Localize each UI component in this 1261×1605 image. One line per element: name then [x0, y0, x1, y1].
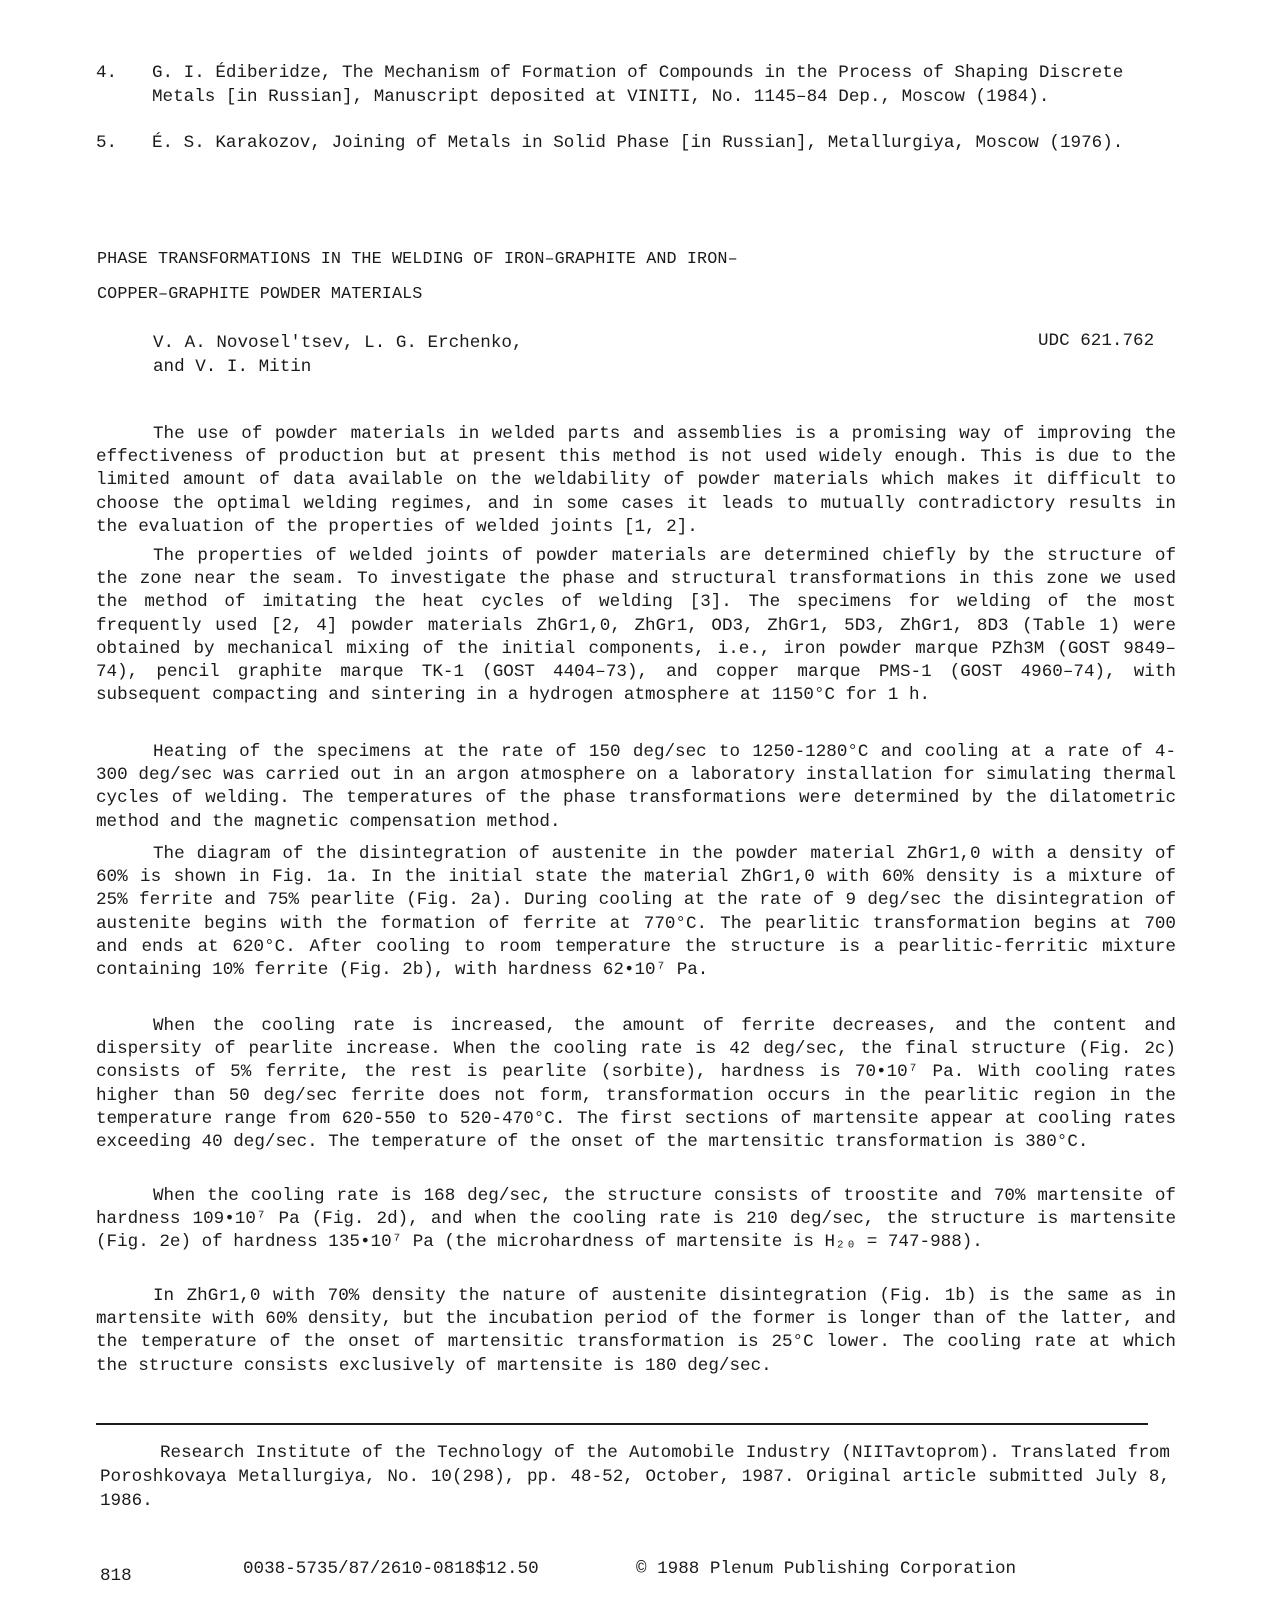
body-paragraph: Heating of the specimens at the rate of 150 deg/sec to 1250-1280°C and cooling at a rate of 4-300 deg/sec was carried out in an argon atmosphere on a laboratory installation for simulating thermal cycles of welding. The temperatures of the phase transformations were determined by the dilatometric method and the magnetic compensation method.: [96, 742, 1176, 832]
footnote-divider: [96, 1423, 1148, 1425]
authors-line-1: V. A. Novosel'tsev, L. G. Erchenko,: [153, 333, 523, 353]
body-paragraph: When the cooling rate is increased, the amount of ferrite decreases, and the content and dispersity of pearlite increase. When the cooling rate is 42 deg/sec, the final structure (Fig. 2c) consists of 5% ferrite, the rest is pearlite (sorbite), hardness is 70•10⁷ Pa. With cooling rates higher than 50 deg/sec ferrite does not form, transformation occurs in the pearlitic region in the temperature range from 620-550 to 520-470°C. The first sections of martensite appear at cooling rates exceeding 40 deg/sec. The temperature of the onset of the martensitic transformation is 380°C.: [96, 1016, 1176, 1153]
reference-number: 5.: [96, 133, 118, 153]
article-title-line-2: COPPER–GRAPHITE POWDER MATERIALS: [97, 285, 423, 304]
copyright-notice: © 1988 Plenum Publishing Corporation: [636, 1559, 1017, 1579]
footnote-text: Research Institute of the Technology of the Automobile Industry (NIITavtoprom). Translated from Poroshkovaya Metallurgiya, No. 10(298), pp. 48-52, October, 1987. Original article submitted July 8, 1986.: [100, 1443, 1170, 1511]
article-code: 0038-5735/87/2610-0818$12.50: [243, 1559, 539, 1579]
author-list: [153, 331, 523, 379]
reference-text: G. I. Édiberidze, The Mechanism of Formation of Compounds in the Process of Shaping Discrete Metals [in Russian], Manuscript deposited at VINITI, No. 1145–84 Dep., Moscow (1984).: [152, 63, 1124, 107]
reference-text: É. S. Karakozov, Joining of Metals in Solid Phase [in Russian], Metallurgiya, Moscow (1976).: [152, 133, 1124, 153]
reference-item: [96, 62, 1186, 109]
body-paragraph: In ZhGr1,0 with 70% density the nature of austenite disintegration (Fig. 1b) is the same as in martensite with 60% density, but the incubation period of the former is longer than of the latter, and the temperature of the onset of martensitic transformation is 25°C lower. The cooling rate at which the structure consists exclusively of martensite is 180 deg/sec.: [96, 1286, 1176, 1376]
body-paragraph: When the cooling rate is 168 deg/sec, the structure consists of troostite and 70% martensite of hardness 109•10⁷ Pa (Fig. 2d), and when the cooling rate is 210 deg/sec, the structure is martensite (Fig. 2e) of hardness 135•10⁷ Pa (the microhardness of martensite is H₂₀ = 747-988).: [96, 1186, 1176, 1253]
body-paragraph: The properties of welded joints of powder materials are determined chiefly by the structure of the zone near the seam. To investigate the phase and structural transformations in this zone we used the method of imitating the heat cycles of welding [3]. The specimens for welding of the most frequently used [2, 4] powder materials ZhGr1,0, ZhGr1, OD3, ZhGr1, 5D3, ZhGr1, 8D3 (Table 1) were obtained by mechanical mixing of the initial components, i.e., iron powder marque PZh3M (GOST 9849–74), pencil graphite marque TK-1 (GOST 4404–73), and copper marque PMS-1 (GOST 4960–74), with subsequent compacting and sintering in a hydrogen atmosphere at 1150°C for 1 h.: [96, 546, 1176, 706]
body-paragraph: The use of powder materials in welded parts and assemblies is a promising way of improving the effectiveness of production but at present this method is not used widely enough. This is due to the limited amount of data available on the weldability of powder materials which makes it difficult to choose the optimal welding regimes, and in some cases it leads to mutually contradictory results in the evaluation of the properties of welded joints [1, 2].: [96, 424, 1176, 537]
article-title-line-1: PHASE TRANSFORMATIONS IN THE WELDING OF IRON–GRAPHITE AND IRON–: [97, 250, 738, 269]
body-paragraph: The diagram of the disintegration of austenite in the powder material ZhGr1,0 with a density of 60% is shown in Fig. 1a. In the initial state the material ZhGr1,0 with 60% density is a mixture of 25% ferrite and 75% pearlite (Fig. 2a). During cooling at the rate of 9 deg/sec the disintegration of austenite begins with the formation of ferrite at 770°C. The pearlitic transformation begins at 700 and ends at 620°C. After cooling to room temperature the structure is a pearlitic-ferritic mixture containing 10% ferrite (Fig. 2b), with hardness 62•10⁷ Pa.: [96, 844, 1176, 981]
reference-item: [96, 132, 1186, 156]
reference-number: 4.: [96, 63, 118, 83]
page-number: 818: [100, 1566, 132, 1586]
udc-code: UDC 621.762: [1038, 331, 1155, 351]
authors-line-2: and V. I. Mitin: [153, 357, 312, 377]
